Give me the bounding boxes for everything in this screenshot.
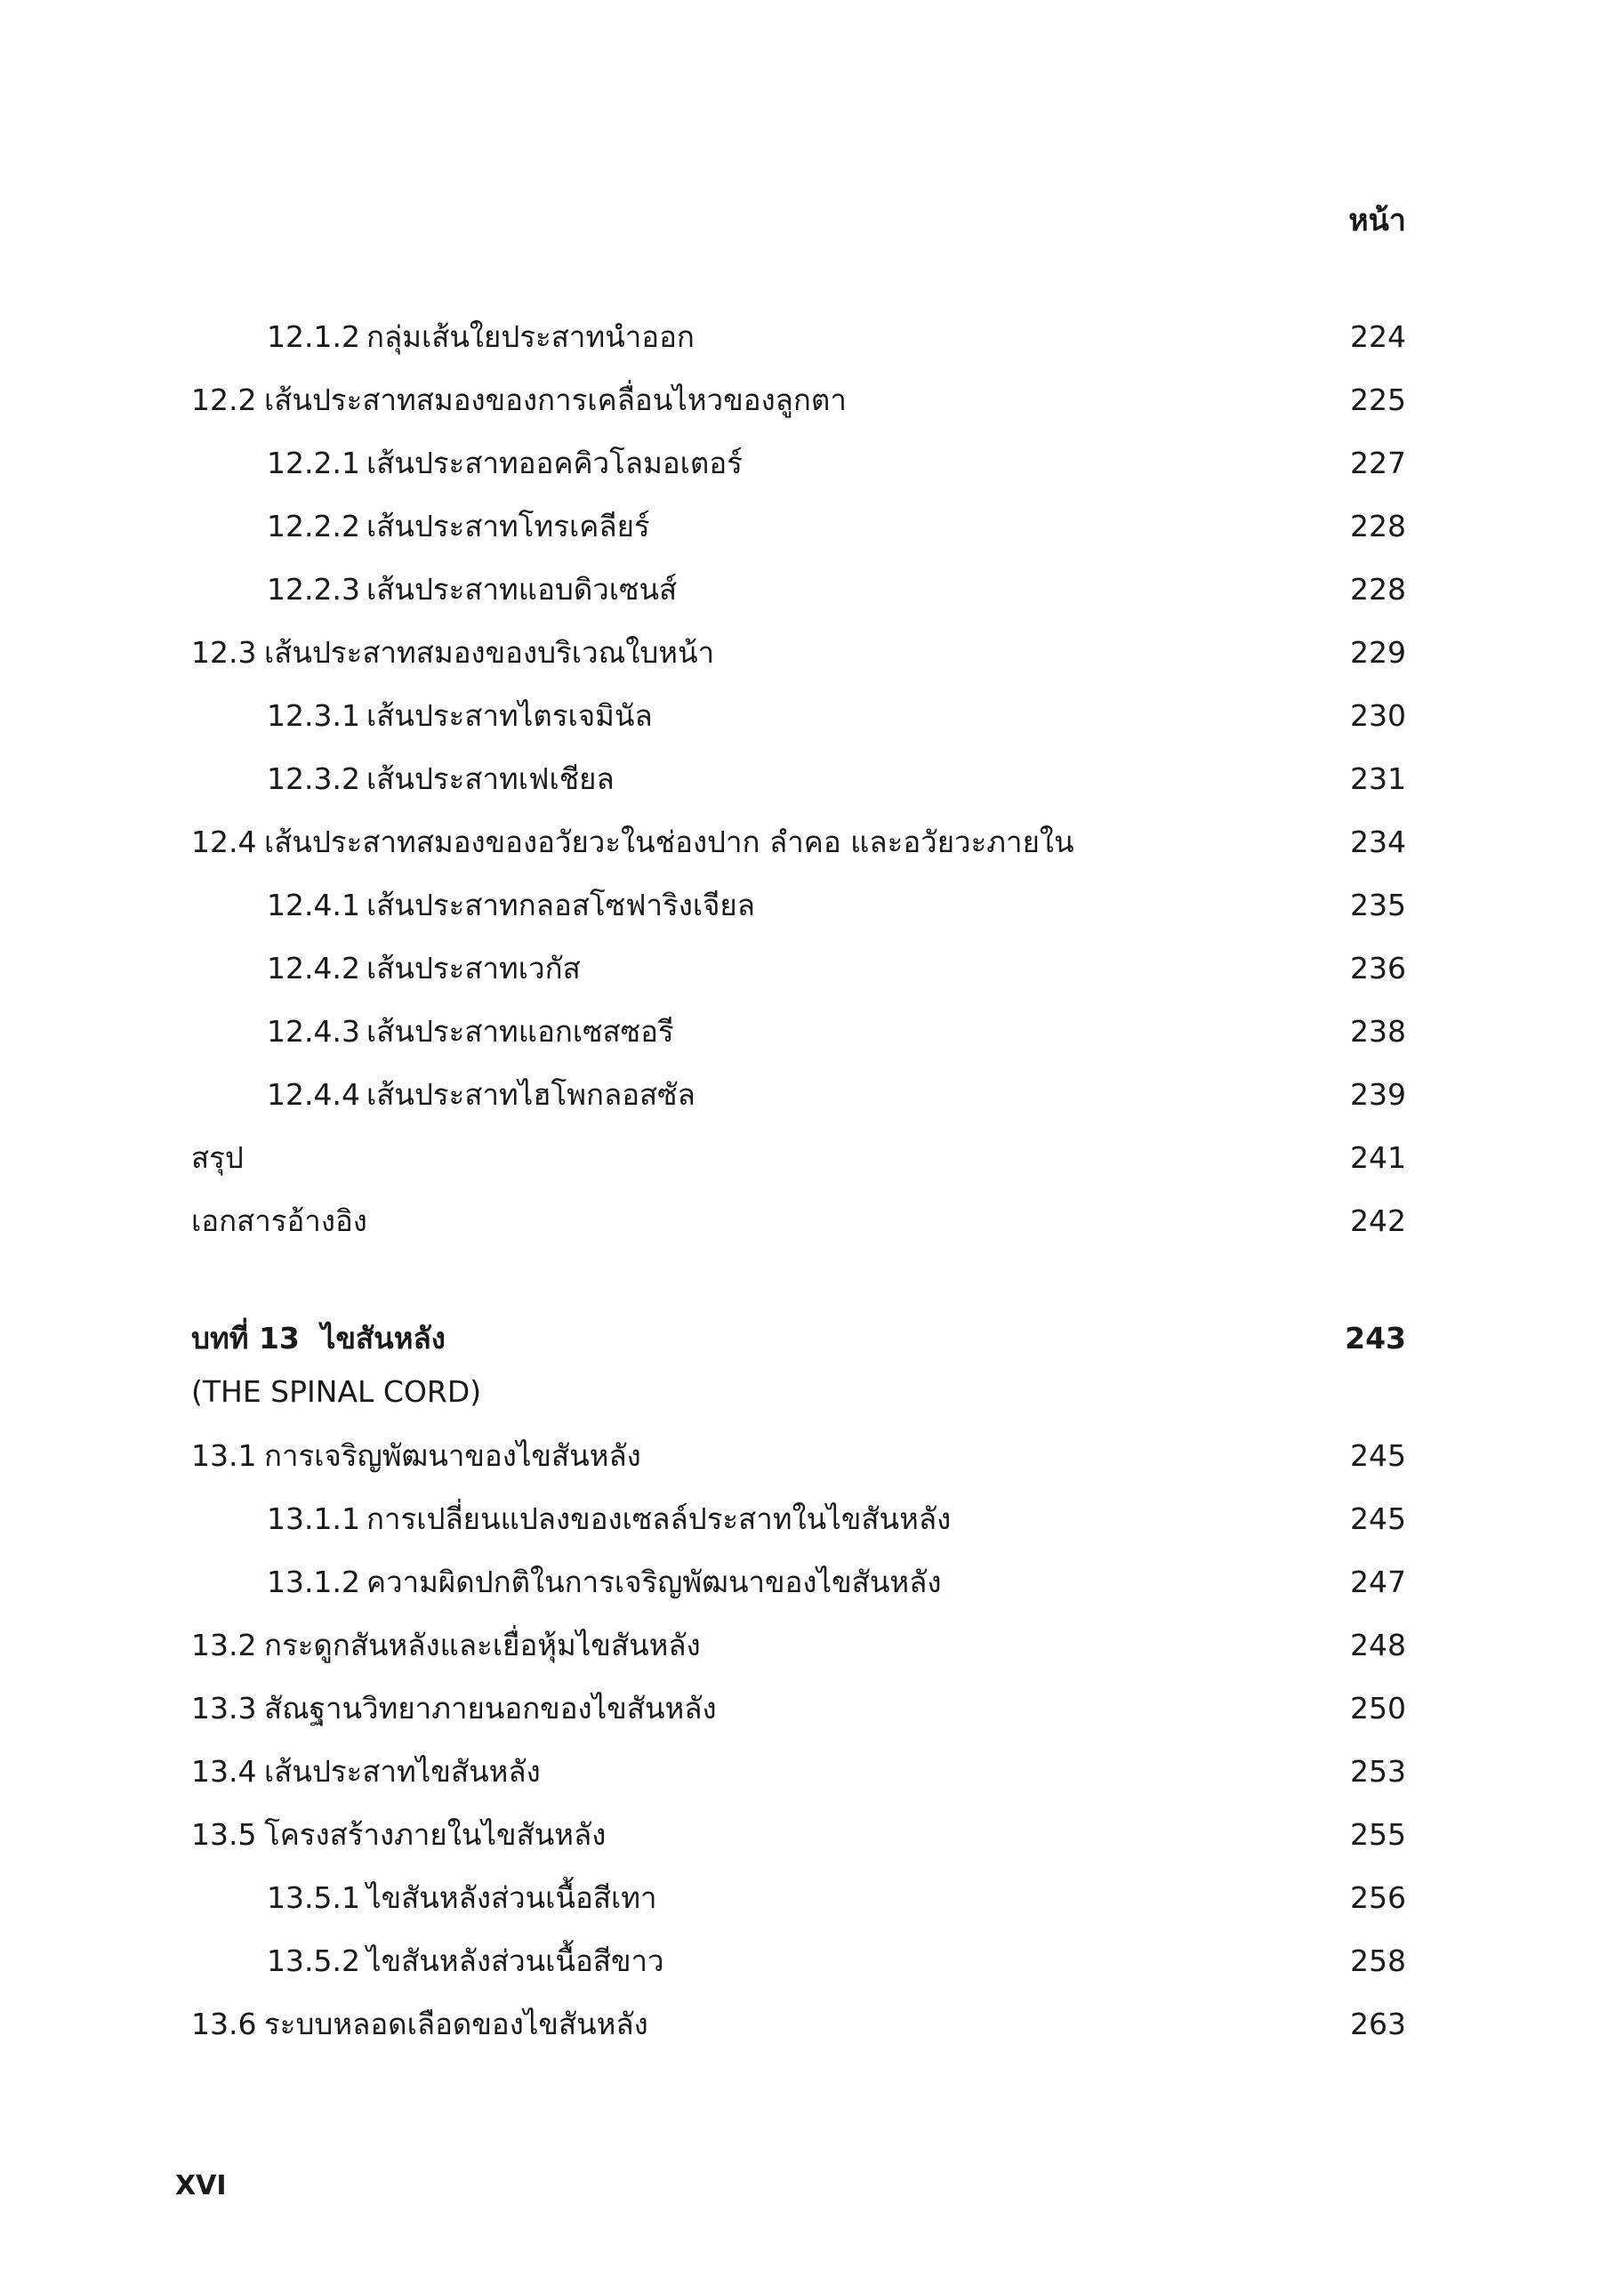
toc-entry [191,1071,1406,1117]
toc-entry [191,1495,1406,1541]
toc-entry [191,2000,1406,2047]
toc-entry-title: กระดูกสันหลังและเยื่อหุ้มไขสันหลัง [264,1627,701,1662]
toc-entry-page: 235 [1350,887,1406,922]
toc-entry-page: 250 [1350,1690,1406,1726]
toc-entry-page: 258 [1350,1943,1406,1978]
toc-entry-number: 12.3.2 [267,760,360,796]
toc-entry-number: 12.2.3 [267,571,360,607]
toc-entry-page: 263 [1350,2006,1406,2041]
toc-entry-title: ไขสันหลังส่วนเนื้อสีเทา [366,1879,657,1915]
toc-entry [191,1685,1406,1731]
toc-entry-number: 13.6 [191,2006,257,2041]
toc-entry-number: 13.1.1 [267,1501,360,1536]
toc-entry-title: การเจริญพัฒนาของไขสันหลัง [264,1437,641,1473]
toc-entry-title: กลุ่มเส้นใยประสาทนำออก [366,318,695,354]
toc-entry-title: เส้นประสาทเฟเชียล [366,760,615,796]
toc-entry-number: 13.4 [191,1753,257,1789]
toc-entry-page: 236 [1350,950,1406,986]
toc-entry-number: 13.5 [191,1816,257,1852]
toc-entry-page: 227 [1350,445,1406,480]
toc-entry-page: 238 [1350,1013,1406,1049]
toc-entry [191,1008,1406,1054]
toc-entry-title: โครงสร้างภายในไขสันหลัง [264,1816,607,1852]
toc-entry-page: 245 [1350,1501,1406,1536]
toc-entry-page: 241 [1350,1139,1406,1175]
toc-entry-page: 234 [1350,824,1406,859]
toc-entry-page: 229 [1350,634,1406,670]
toc-entry-page: 230 [1350,697,1406,733]
toc-entry [191,566,1406,612]
toc-entry-number: 13.3 [191,1690,257,1726]
toc-entry-number: 12.2 [191,382,257,417]
toc-entry-page: 255 [1350,1816,1406,1852]
toc-entry-page: 247 [1350,1564,1406,1599]
toc-entry-page: 224 [1350,318,1406,354]
toc-entry-page: 239 [1350,1076,1406,1112]
toc-entry-title: เส้นประสาทไฮโพกลอสซัล [366,1076,695,1112]
toc-entry-title: เส้นประสาทไขสันหลัง [264,1753,541,1789]
toc-entry-number: 12.2.1 [267,445,360,480]
toc-entry-number: 13.5.1 [267,1879,360,1915]
toc-entry-title: เส้นประสาทสมองของอวัยวะในช่องปาก ลำคอ และอวัยวะภายใน [264,824,1074,859]
toc-entry-title: (THE SPINAL CORD) [191,1373,482,1409]
toc-entry-page: 256 [1350,1879,1406,1915]
toc-entry [191,1368,1406,1414]
toc-entry-title: ระบบหลอดเลือดของไขสันหลัง [264,2006,648,2041]
toc-entry-title: การเปลี่ยนแปลงของเซลล์ประสาทในไขสันหลัง [366,1501,952,1536]
toc-entry [191,376,1406,422]
toc-entry-title: ไขสันหลัง [320,1320,446,1356]
toc-entry-page: 228 [1350,571,1406,607]
toc-entry [191,1432,1406,1478]
toc-entry-page: 245 [1350,1437,1406,1473]
toc-entry [191,755,1406,801]
toc-entry-number: 12.4.3 [267,1013,360,1049]
toc-entry-title: สัณฐานวิทยาภายนอกของไขสันหลัง [264,1690,717,1726]
toc-entry-number: 13.2 [191,1627,257,1662]
toc-entry [191,1811,1406,1857]
toc-entry-title: เส้นประสาทแอกเซสซอรี [366,1013,674,1049]
toc-entry-number: 12.3.1 [267,697,360,733]
toc-entry-number: 12.4 [191,824,257,859]
toc-entry-number: 12.4.1 [267,887,360,922]
toc-entry [191,1197,1406,1243]
toc-entry [191,881,1406,928]
toc-entry-page: 248 [1350,1627,1406,1662]
toc-entry [191,1558,1406,1605]
toc-entry [191,818,1406,865]
page-number-footer: XVI [175,2170,227,2201]
toc-entry-page: 242 [1350,1203,1406,1238]
toc-entry-title: เอกสารอ้างอิง [191,1203,367,1238]
toc-entry [191,439,1406,486]
toc-entry-title: เส้นประสาทเวกัส [366,950,581,986]
toc-entry-number: 13.5.2 [267,1943,360,1978]
toc-entry-title: เส้นประสาทโทรเคลียร์ [366,508,650,543]
toc-entry-page: 225 [1350,382,1406,417]
toc-entry-number: 12.2.2 [267,508,360,543]
toc-entry [191,1621,1406,1668]
toc-entry-number: 13.1 [191,1437,257,1473]
toc-entry [191,1748,1406,1794]
toc-entry-page: 228 [1350,508,1406,543]
toc-entry-title: ความผิดปกติในการเจริญพัฒนาของไขสันหลัง [366,1564,942,1599]
toc-entry-title: เส้นประสาทออคคิวโลมอเตอร์ [366,445,743,480]
toc-entry-title: เส้นประสาทกลอสโซฟาริงเจียล [366,887,755,922]
toc-entry-title: เส้นประสาทไตรเจมินัล [366,697,653,733]
toc-entry-number: 13.1.2 [267,1564,360,1599]
toc-entry [191,313,1406,359]
toc-entry [191,1134,1406,1180]
toc-entry-title: ไขสันหลังส่วนเนื้อสีขาว [366,1943,664,1978]
toc-entry [191,945,1406,991]
toc-entry-number: 12.3 [191,634,257,670]
toc-entry-number: 12.4.2 [267,950,360,986]
toc-entry-title: เส้นประสาทแอบดิวเซนส์ [366,571,678,607]
toc-entry [191,1874,1406,1920]
toc-entry-page: 231 [1350,760,1406,796]
toc-entry-number: 12.1.2 [267,318,360,354]
toc-entry-page: 243 [1345,1320,1406,1356]
toc-entry-number: 12.4.4 [267,1076,360,1112]
toc-entry [191,1937,1406,1983]
toc-entry-title: เส้นประสาทสมองของการเคลื่อนไหวของลูกตา [264,382,847,417]
toc-entry-number: บทที่ 13 [191,1320,300,1356]
toc-entry-title: สรุป [191,1139,244,1175]
toc-entry-page: 253 [1350,1753,1406,1789]
toc-entry [191,692,1406,738]
toc-entry-title: เส้นประสาทสมองของบริเวณใบหน้า [264,634,715,670]
toc-chapter-heading [191,1315,1406,1361]
toc-entry [191,629,1406,675]
page-column-header: หน้า [1348,203,1406,238]
toc-entry [191,503,1406,549]
